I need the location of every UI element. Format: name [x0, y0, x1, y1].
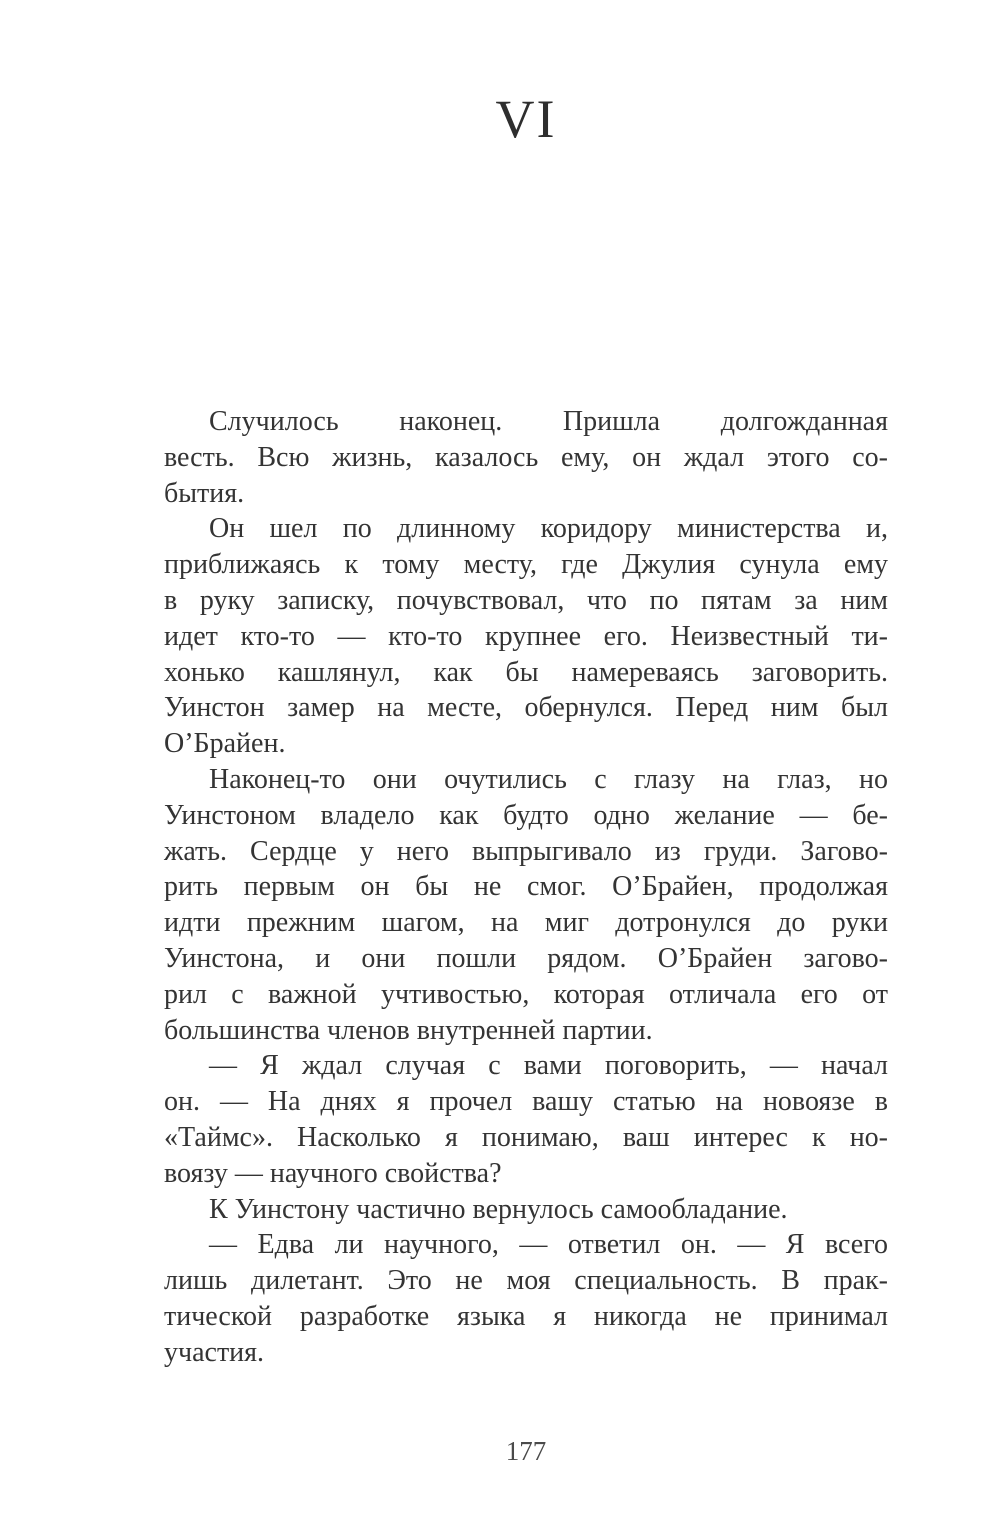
text-line: идти прежним шагом, на миг дотронулся до руки — [164, 907, 888, 939]
text-line: воязу — научного свойства? — [164, 1157, 502, 1189]
text-line: жать. Сердце у него выпрыгивало из груди. Загово- — [164, 835, 888, 867]
text-line: Он шел по длинному коридору министерства и, — [209, 513, 888, 545]
text-line: идет кто-то — кто-то крупнее его. Неизвестный ти- — [164, 620, 888, 652]
text-line: тической разработке языка я никогда не принимал — [164, 1300, 888, 1332]
text-line: К Уинстону частично вернулось самообладание. — [209, 1193, 788, 1225]
chapter-heading: VI — [495, 89, 557, 149]
text-line: участия. — [164, 1336, 265, 1368]
text-line: Уинстон замер на месте, обернулся. Перед ним был — [164, 692, 888, 724]
text-line: Уинстоном владело как будто одно желание — бе- — [164, 799, 888, 831]
text-line: рил с важной учтивостью, которая отличала его от — [164, 978, 888, 1010]
text-line: Случилось наконец. Пришла долгожданная — [209, 406, 888, 437]
page-number: 177 — [505, 1436, 547, 1466]
text-line: рить первым он бы не смог. О’Брайен, продолжая — [164, 871, 888, 903]
text-block — [164, 404, 888, 1371]
text-line: О’Брайен. — [164, 728, 286, 760]
text-line: приближаясь к тому месту, где Джулия сунула ему — [164, 549, 888, 581]
text-line: «Таймс». Насколько я понимаю, ваш интерес к но- — [164, 1121, 888, 1153]
text-line: он. — На днях я прочел вашу статью на новоязе в — [164, 1086, 888, 1118]
text-line: — Я ждал случая с вами поговорить, — начал — [209, 1050, 888, 1082]
text-line: хонько кашлянул, как бы намереваясь заговорить. — [164, 656, 888, 688]
text-line: бытия. — [164, 477, 245, 509]
text-line: Наконец-то они очутились с глазу на глаз, но — [209, 763, 888, 795]
text-line: — Едва ли научного, — ответил он. — Я всего — [209, 1229, 888, 1261]
text-line: Уинстона, и они пошли рядом. О’Брайен загово- — [164, 942, 888, 974]
text-line: большинства членов внутренней партии. — [164, 1014, 653, 1046]
text-line: лишь дилетант. Это не моя специальность. В прак- — [164, 1265, 888, 1297]
text-line: в руку записку, почувствовал, что по пятам за ним — [164, 584, 888, 616]
text-line: весть. Всю жизнь, казалось ему, он ждал этого со- — [164, 441, 888, 473]
